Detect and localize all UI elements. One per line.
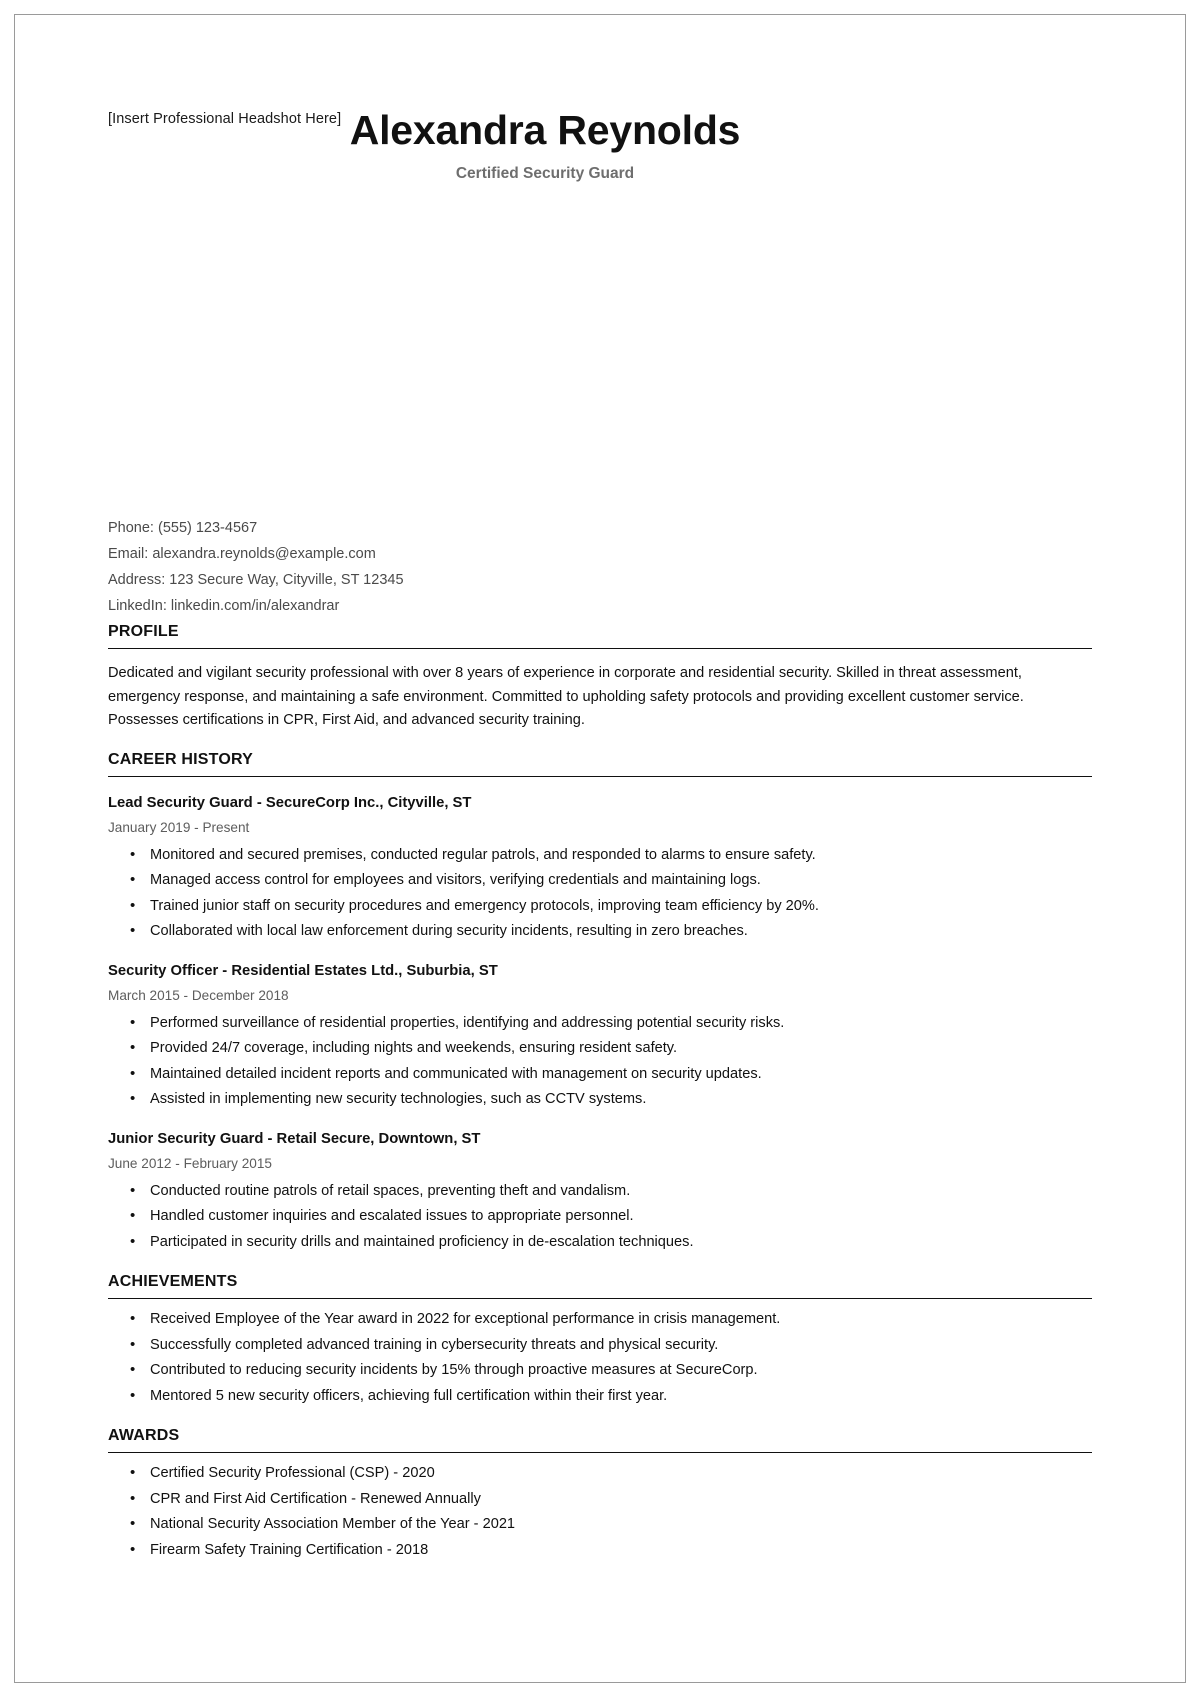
job-bullet: • Provided 24/7 coverage, including nights and weekends, ensuring resident safety. <box>130 1036 1092 1062</box>
job-title: Security Officer - Residential Estates Ltd., Suburbia, ST <box>108 962 498 979</box>
achievement-item: • Successfully completed advanced training in cybersecurity threats and physical security. <box>130 1333 1092 1359</box>
award-item: • National Security Association Member of the Year - 2021 <box>130 1512 1092 1538</box>
job-bullet: • Trained junior staff on security procedures and emergency protocols, improving team efficiency by 20%. <box>130 894 1092 920</box>
section-career-history <box>108 751 1092 1256</box>
award-item: • Firearm Safety Training Certification - 2018 <box>130 1538 1092 1564</box>
resume-body <box>108 623 1092 1563</box>
achievements-list <box>108 1307 1092 1409</box>
job-dates: March 2015 - December 2018 <box>108 987 289 1003</box>
job-bullet: • Performed surveillance of residential properties, identifying and addressing potential security risks. <box>130 1011 1092 1037</box>
job-bullet: • Managed access control for employees and visitors, verifying credentials and maintaining logs. <box>130 868 1092 894</box>
document-content <box>108 15 1092 1682</box>
section-achievements <box>108 1273 1092 1409</box>
job-entry <box>108 793 1092 945</box>
resume-header <box>108 15 1092 183</box>
achievement-item: • Received Employee of the Year award in 2022 for exceptional performance in crisis management. <box>130 1307 1092 1333</box>
achievement-item: • Mentored 5 new security officers, achieving full certification within their first year. <box>130 1384 1092 1410</box>
profile-text: Dedicated and vigilant security professional with over 8 years of experience in corporate and residential security. Skilled in threat assessment, emergency response, and maintaining a safe environment. Committed to upholding safety protocols and providing excellent customer service. Possesses certifications in CPR, First Aid, and advanced security training. <box>108 665 1024 728</box>
section-awards <box>108 1427 1092 1563</box>
awards-heading: AWARDS <box>108 1427 1092 1453</box>
candidate-name: Alexandra Reynolds <box>349 107 741 153</box>
contact-email: Email: alexandra.reynolds@example.com <box>108 546 376 562</box>
job-title: Lead Security Guard - SecureCorp Inc., Cityville, ST <box>108 794 472 811</box>
job-bullets <box>108 1179 1092 1256</box>
career-history-heading: CAREER HISTORY <box>108 751 1092 777</box>
document-sheet <box>14 14 1186 1683</box>
job-entry <box>108 961 1092 1113</box>
award-item: • Certified Security Professional (CSP) - 2020 <box>130 1461 1092 1487</box>
job-dates: June 2012 - February 2015 <box>108 1155 272 1171</box>
job-bullet: • Participated in security drills and maintained proficiency in de-escalation techniques. <box>130 1230 1092 1256</box>
contact-linkedin: LinkedIn: linkedin.com/in/alexandrar <box>108 598 340 614</box>
job-bullet: • Assisted in implementing new security technologies, such as CCTV systems. <box>130 1087 1092 1113</box>
achievements-heading: ACHIEVEMENTS <box>108 1273 1092 1299</box>
contact-address: Address: 123 Secure Way, Cityville, ST 12345 <box>108 572 404 588</box>
job-bullet: • Monitored and secured premises, conducted regular patrols, and responded to alarms to ensure safety. <box>130 843 1092 869</box>
job-bullets <box>108 1011 1092 1113</box>
job-entry <box>108 1129 1092 1256</box>
awards-list <box>108 1461 1092 1563</box>
contact-phone: Phone: (555) 123-4567 <box>108 520 258 536</box>
job-title: Junior Security Guard - Retail Secure, Downtown, ST <box>108 1130 481 1147</box>
contact-block <box>108 515 708 619</box>
section-profile <box>108 623 1092 733</box>
candidate-title: Certified Security Guard <box>455 165 635 183</box>
job-bullet: • Collaborated with local law enforcement during security incidents, resulting in zero breaches. <box>130 919 1092 945</box>
award-item: • CPR and First Aid Certification - Renewed Annually <box>130 1487 1092 1513</box>
headshot-placeholder: [Insert Professional Headshot Here] <box>108 111 342 127</box>
profile-heading: PROFILE <box>108 623 1092 649</box>
job-bullet: • Maintained detailed incident reports and communicated with management on security updates. <box>130 1062 1092 1088</box>
job-bullet: • Conducted routine patrols of retail spaces, preventing theft and vandalism. <box>130 1179 1092 1205</box>
job-dates: January 2019 - Present <box>108 819 250 835</box>
achievement-item: • Contributed to reducing security incidents by 15% through proactive measures at SecureCorp. <box>130 1358 1092 1384</box>
job-bullet: • Handled customer inquiries and escalated issues to appropriate personnel. <box>130 1204 1092 1230</box>
job-bullets <box>108 843 1092 945</box>
